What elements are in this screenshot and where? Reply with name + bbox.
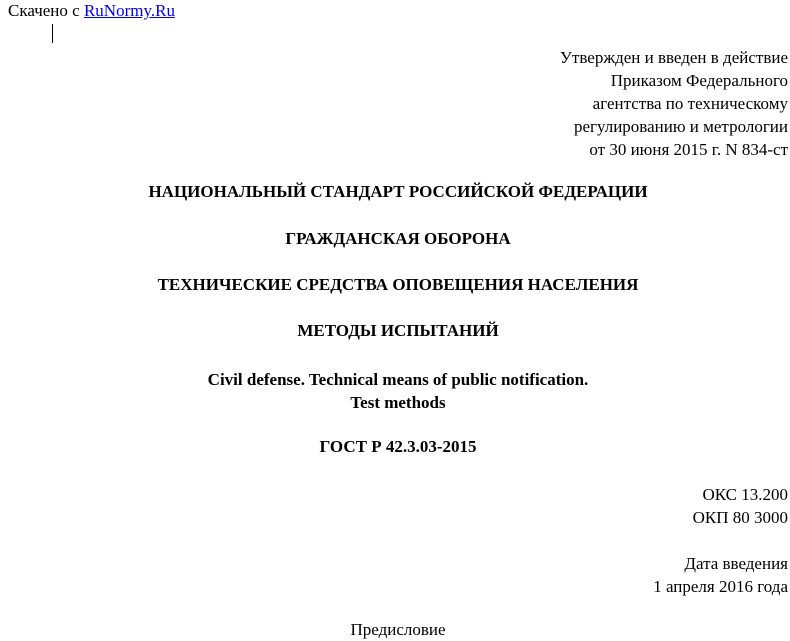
introduction-date bbox=[653, 552, 788, 598]
oks-code: ОКС 13.200 bbox=[702, 485, 788, 504]
part-title: МЕТОДЫ ИСПЫТАНИЙ bbox=[297, 321, 499, 340]
designation: ГОСТ Р 42.3.03-2015 bbox=[319, 437, 477, 456]
approval-line: Приказом Федерального bbox=[610, 71, 788, 90]
approval-block bbox=[560, 46, 788, 161]
okp-code: ОКП 80 3000 bbox=[692, 508, 788, 527]
area-title: ГРАЖДАНСКАЯ ОБОРОНА bbox=[285, 229, 511, 248]
english-title-line: Civil defense. Technical means of public notification. bbox=[207, 370, 589, 389]
source-link[interactable]: RuNormy.Ru bbox=[83, 1, 175, 20]
approval-line: Утвержден и введен в действие bbox=[559, 48, 788, 67]
classification-codes bbox=[693, 483, 788, 529]
approval-line: агентства по техническому bbox=[592, 94, 788, 113]
source-prefix: Скачено с bbox=[8, 1, 84, 20]
text-cursor bbox=[52, 24, 53, 43]
approval-line: регулированию и метрологии bbox=[573, 117, 788, 136]
approval-line: от 30 июня 2015 г. N 834-ст bbox=[589, 140, 788, 159]
subject-title: ТЕХНИЧЕСКИЕ СРЕДСТВА ОПОВЕЩЕНИЯ НАСЕЛЕНИЯ bbox=[157, 275, 639, 294]
english-title-line: Test methods bbox=[350, 393, 446, 412]
introduction-value: 1 апреля 2016 года bbox=[653, 577, 788, 596]
source-line bbox=[8, 1, 175, 21]
standard-title: НАЦИОНАЛЬНЫЙ СТАНДАРТ РОССИЙСКОЙ ФЕДЕРАЦИИ bbox=[148, 182, 648, 201]
english-title bbox=[0, 368, 790, 414]
foreword-heading: Предисловие bbox=[350, 620, 446, 639]
introduction-label: Дата введения bbox=[684, 554, 788, 573]
